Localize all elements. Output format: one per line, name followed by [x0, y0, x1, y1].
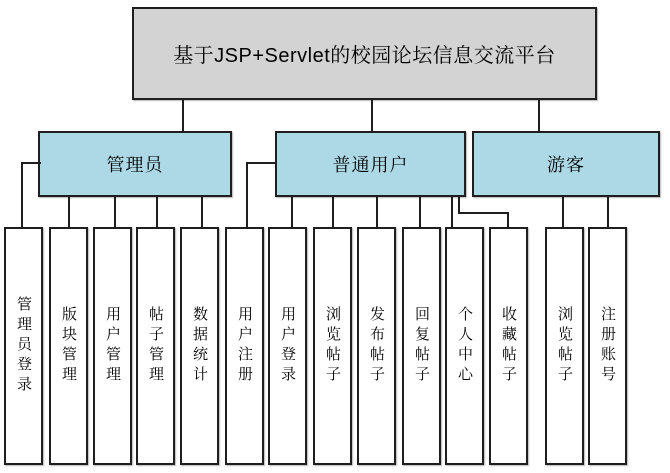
connector-title-user: [371, 100, 373, 131]
role-box-guest: [472, 131, 660, 197]
node-post-management-label: 帖子管理: [147, 306, 164, 386]
connector-post-management: [156, 196, 158, 227]
node-user-management: [93, 227, 132, 465]
connector-publish-post: [376, 196, 378, 227]
node-admin-login-label: 管理员登录: [15, 296, 32, 396]
node-favorite-posts-label: 收藏帖子: [500, 306, 517, 386]
node-board-management: [49, 227, 88, 465]
node-data-statistics: [180, 227, 219, 465]
connector-user-management: [114, 196, 116, 227]
connector-browse-posts: [332, 196, 334, 227]
node-user-management-label: 用户管理: [104, 306, 121, 386]
node-personal-center-label: 个人中心: [456, 306, 473, 386]
connector-reply-post: [419, 196, 421, 227]
connector-favorite-posts-h: [458, 212, 509, 214]
connector-title-admin: [182, 100, 184, 131]
role-label-admin: 管理员: [106, 155, 164, 175]
connector-title-guest: [538, 100, 540, 131]
node-personal-center: [445, 227, 484, 465]
connector-favorite-posts-v2: [507, 212, 509, 227]
node-user-login-label: 用户登录: [279, 306, 296, 386]
connector-board-management: [68, 196, 70, 227]
connector-guest-browse: [562, 196, 564, 227]
connector-guest-register: [607, 196, 609, 227]
title-box: [132, 7, 597, 100]
connector-personal-center: [451, 196, 453, 227]
node-register-account: [588, 227, 627, 465]
node-admin-login: [4, 227, 43, 465]
node-user-login: [268, 227, 307, 465]
connector-data-statistics: [201, 196, 203, 227]
node-guest-browse-posts-label: 浏览帖子: [556, 306, 573, 386]
node-guest-browse-posts: [545, 227, 584, 465]
node-browse-posts-label: 浏览帖子: [324, 306, 341, 386]
node-board-management-label: 版块管理: [60, 306, 77, 386]
node-reply-post: [402, 227, 441, 465]
connector-admin-login-v: [21, 162, 23, 227]
connector-user-register-h: [246, 162, 277, 164]
connector-admin-login-h: [21, 162, 41, 164]
node-register-account-label: 注册账号: [599, 306, 616, 386]
node-favorite-posts: [489, 227, 528, 465]
node-reply-post-label: 回复帖子: [413, 306, 430, 386]
diagram-title: 基于JSP+Servlet的校园论坛信息交流平台: [173, 45, 556, 67]
node-data-statistics-label: 数据统计: [191, 306, 208, 386]
node-post-management: [136, 227, 175, 465]
role-label-regular-user: 普通用户: [332, 155, 409, 175]
node-user-register-label: 用户注册: [236, 306, 253, 386]
node-publish-post-label: 发布帖子: [368, 306, 385, 386]
role-box-admin: [38, 131, 232, 197]
role-label-guest: 游客: [547, 155, 585, 175]
connector-user-register-v: [246, 162, 248, 227]
connector-user-login: [291, 196, 293, 227]
role-box-regular-user: [275, 131, 466, 197]
node-user-register: [225, 227, 264, 465]
node-browse-posts: [313, 227, 352, 465]
node-publish-post: [357, 227, 396, 465]
